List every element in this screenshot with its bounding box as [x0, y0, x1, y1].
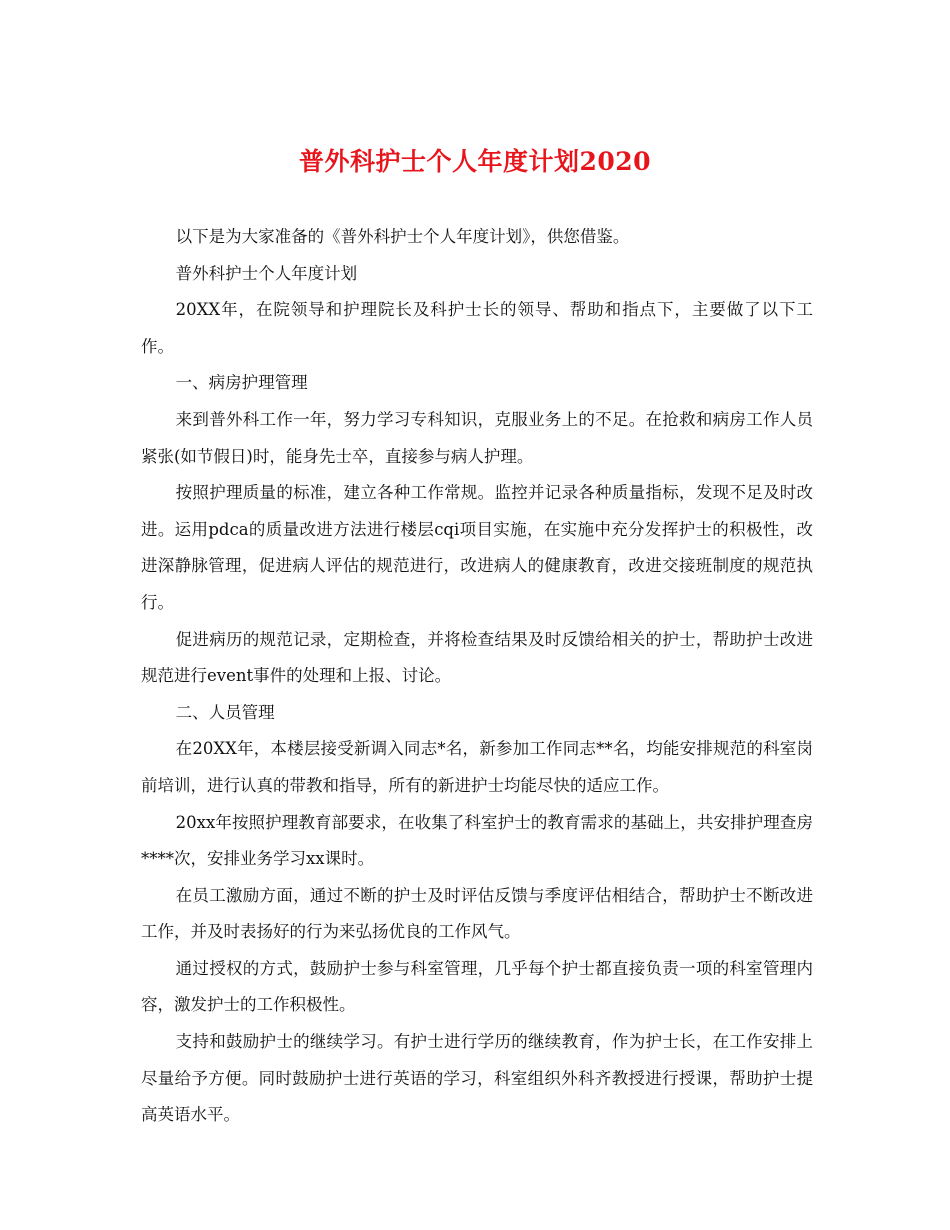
body-paragraph: 通过授权的方式，鼓励护士参与科室管理，几乎每个护士都直接负责一项的科室管理内容，激发护士的工作积极性。: [141, 958, 813, 1015]
body-paragraph: 促进病历的规范记录，定期检查，并将检查结果及时反馈给相关的护士，帮助护士改进规范进行event事件的处理和上报、讨论。: [141, 629, 813, 686]
document-title: 普外科护士个人年度计划2020: [298, 147, 652, 176]
body-paragraph: 按照护理质量的标准，建立各种工作常规。监控并记录各种质量指标，发现不足及时改进。运用pdca的质量改进方法进行楼层cqi项目实施，在实施中充分发挥护士的积极性，改进深静脉管理，促进病人评估的规范进行，改进病人的健康教育，改进交接班制度的规范执行。: [141, 483, 813, 612]
section-heading-staff-management: 二、人员管理: [175, 702, 275, 722]
body-paragraph: 来到普外科工作一年，努力学习专科知识，克服业务上的不足。在抢救和病房工作人员紧张(如节假日)时，能身先士卒，直接参与病人护理。: [141, 409, 813, 466]
document-body: [141, 219, 813, 1134]
section-heading-ward-management: 一、病房护理管理: [175, 373, 308, 393]
plan-subtitle: 普外科护士个人年度计划: [175, 263, 358, 283]
intro-paragraph: 以下是为大家准备的《普外科护士个人年度计划》，供您借鉴。: [175, 227, 630, 246]
summary-paragraph: 20XX年，在院领导和护理院长及科护士长的领导、帮助和指点下，主要做了以下工作。: [141, 300, 813, 356]
body-paragraph: 在员工激励方面，通过不断的护士及时评估反馈与季度评估相结合，帮助护士不断改进工作，并及时表扬好的行为来弘扬优良的工作风气。: [141, 885, 813, 942]
body-paragraph: 20xx年按照护理教育部要求，在收集了科室护士的教育需求的基础上，共安排护理查房****次，安排业务学习xx课时。: [141, 812, 813, 869]
body-paragraph: 在20XX年，本楼层接受新调入同志*名，新参加工作同志**名，均能安排规范的科室岗前培训，进行认真的带教和指导，所有的新进护士均能尽快的适应工作。: [141, 739, 813, 795]
body-paragraph: 支持和鼓励护士的继续学习。有护士进行学历的继续教育，作为护士长，在工作安排上尽量给予方便。同时鼓励护士进行英语的学习，科室组织外科齐教授进行授课，帮助护士提高英语水平。: [141, 1032, 813, 1125]
